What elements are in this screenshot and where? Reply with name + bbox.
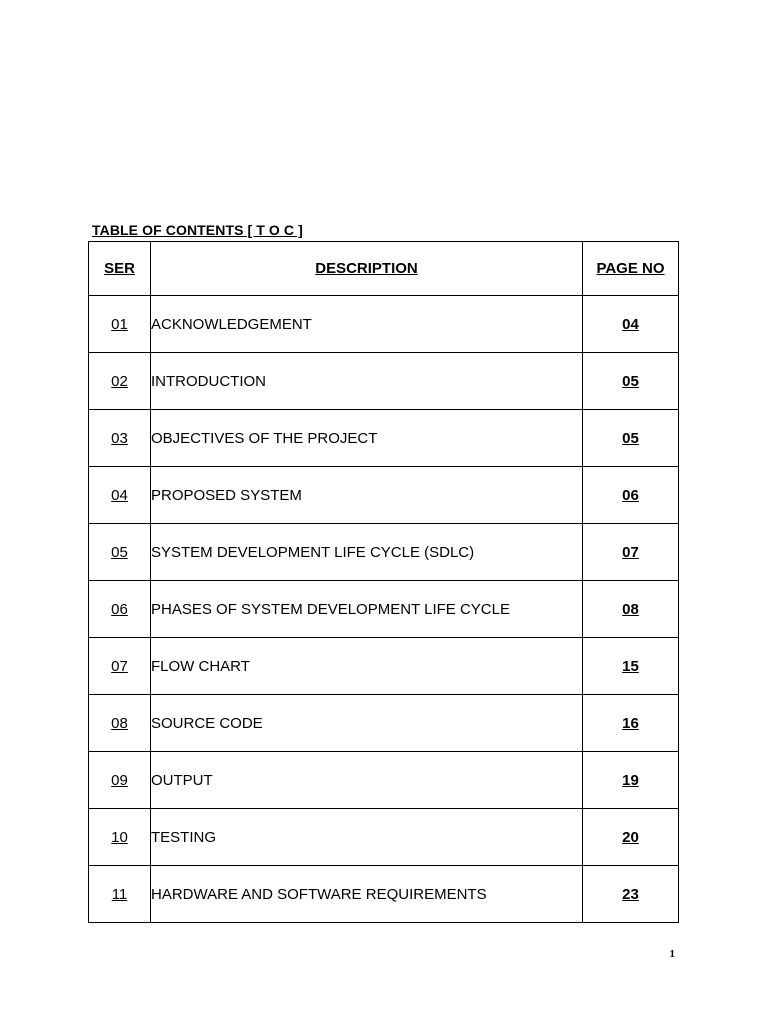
- row-page-no: 20: [583, 809, 679, 866]
- toc-row: [89, 581, 679, 638]
- row-page-no: 07: [583, 524, 679, 581]
- row-ser: 07: [89, 638, 151, 695]
- row-description: OBJECTIVES OF THE PROJECT: [151, 410, 583, 467]
- row-page-no: 15: [583, 638, 679, 695]
- row-page-no: 23: [583, 866, 679, 923]
- toc-row: [89, 809, 679, 866]
- row-ser: 04: [89, 467, 151, 524]
- row-ser: 05: [89, 524, 151, 581]
- row-description: SOURCE CODE: [151, 695, 583, 752]
- row-description: OUTPUT: [151, 752, 583, 809]
- row-description: SYSTEM DEVELOPMENT LIFE CYCLE (SDLC): [151, 524, 583, 581]
- toc-row: [89, 752, 679, 809]
- toc-row: [89, 638, 679, 695]
- row-ser: 01: [89, 296, 151, 353]
- row-description: ACKNOWLEDGEMENT: [151, 296, 583, 353]
- row-ser: 03: [89, 410, 151, 467]
- row-description: HARDWARE AND SOFTWARE REQUIREMENTS: [151, 866, 583, 923]
- row-ser: 02: [89, 353, 151, 410]
- toc-row: [89, 467, 679, 524]
- toc-row: [89, 353, 679, 410]
- row-ser: 09: [89, 752, 151, 809]
- row-page-no: 04: [583, 296, 679, 353]
- toc-title: TABLE OF CONTENTS [ T O C ]: [92, 222, 303, 238]
- toc-header-row: [89, 242, 679, 296]
- toc-row: [89, 524, 679, 581]
- row-page-no: 05: [583, 410, 679, 467]
- header-description: DESCRIPTION: [151, 242, 583, 296]
- row-description: TESTING: [151, 809, 583, 866]
- row-ser: 11: [89, 866, 151, 923]
- row-page-no: 16: [583, 695, 679, 752]
- header-page-no: PAGE NO: [583, 242, 679, 296]
- toc-row: [89, 410, 679, 467]
- page-number: 1: [669, 948, 675, 960]
- row-ser: 06: [89, 581, 151, 638]
- toc-row: [89, 296, 679, 353]
- toc-row: [89, 866, 679, 923]
- row-ser: 08: [89, 695, 151, 752]
- row-page-no: 19: [583, 752, 679, 809]
- row-page-no: 05: [583, 353, 679, 410]
- row-page-no: 08: [583, 581, 679, 638]
- row-page-no: 06: [583, 467, 679, 524]
- row-ser: 10: [89, 809, 151, 866]
- row-description: PROPOSED SYSTEM: [151, 467, 583, 524]
- row-description: FLOW CHART: [151, 638, 583, 695]
- header-ser: SER: [89, 242, 151, 296]
- row-description: PHASES OF SYSTEM DEVELOPMENT LIFE CYCLE: [151, 581, 583, 638]
- row-description: INTRODUCTION: [151, 353, 583, 410]
- toc-row: [89, 695, 679, 752]
- toc-table: [88, 241, 679, 923]
